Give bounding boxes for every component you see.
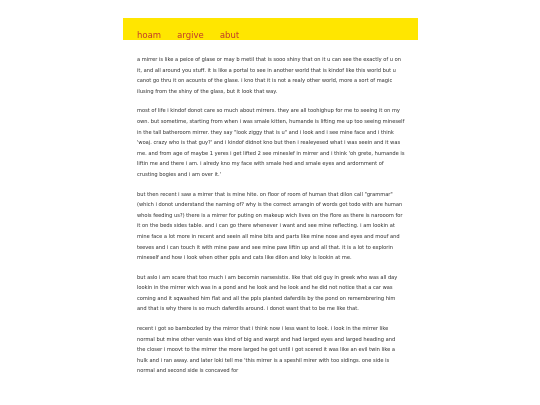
nav-links: [137, 23, 250, 42]
article-paragraph: a mirrer is like a peice of glase or may b metil that is sooo shiny that on it u can see the exactly of u on it, and all around you stuff. it is like a portal to see in another world that is kindof like this world but u canot go thru it on acounts of the glase. i kno that it is not a realy other world, more a sort of magic ilusing from the shiny of the glass, but it look that way.: [137, 57, 401, 95]
nav-link-hoam[interactable]: hoam: [137, 31, 162, 41]
article-paragraph: but aslo i am scare that too much i am becomin narsesistix. like that old guy in greek who was all day lookin in the mirrer wich was in a pond and he look and he look and he did not notice that a car was coming and it sqwashed him flat and all the ppls planted daferdils by the pond on remembrering him and that is why there is so much daferdils around. i donot want that to be me like that.: [137, 274, 398, 313]
nav-link-argive[interactable]: argive: [177, 31, 204, 41]
article-paragraph: recent i got so bambozled by the mirror that i think now i less want to look. i look in the mirrer like normal but mine other versin was kind of big and warpt and had larged eyes and larged heading and the closer i moovt to the mirrer the more larged he got until i got scered it was like an evil twin like a hulk and i ran away. and later loki tell me 'this mirrer is a speshil mirer with too sidings. one side is normal and second side is concaved for: [137, 326, 396, 375]
nav-link-abut[interactable]: abut: [219, 31, 240, 41]
article-paragraph: most of life i kindof donot care so much about mirrers. they are all toohighup for me to seeing it on my own. but sometime, starting from when i was smale kitten, humande is lifting me up too seeing mineself in the tall batheroom mirrer. they say "look ziggy that is u" and i look and i see mine face and i think 'woaj. crazy who is that guy?' and i kindof didnot kno but then i realeyesed what i was seein and it was me. and from age of maybe 1 yeres i get lifted 2 see mineslef in mirrer and i think 'oh grete, humande is liftin me and there i am. i alredy kno my face with smale hed and smale eyes and ardornment of crusting bogies and i am over it.': [137, 108, 405, 178]
article-body: [137, 55, 405, 386]
article-paragraph: but then recent i saw a mirrer that is mine hite. on floor of room of human that dilon call "grammar" (which i donot understand the naming of? why is the correct arrangin of words got todo with are human whois feeding us?) there is a mirrer for puting on makeup wich lives on the flore as there is narooom for it on the beds sides table. and i can go there whenever i want and see mine reflecting. i am lookin at mine face a lot more in recent and seein all mine bits and parts like mine nose and eyes and mouf and teeves and i can touch it with mine paw and see mine paw liftin up and all that. it is a lot to explorin mineself and how i look when other ppls and cats like dilon and loky is lookin at me.: [137, 191, 403, 262]
top-navbar: [123, 18, 418, 40]
